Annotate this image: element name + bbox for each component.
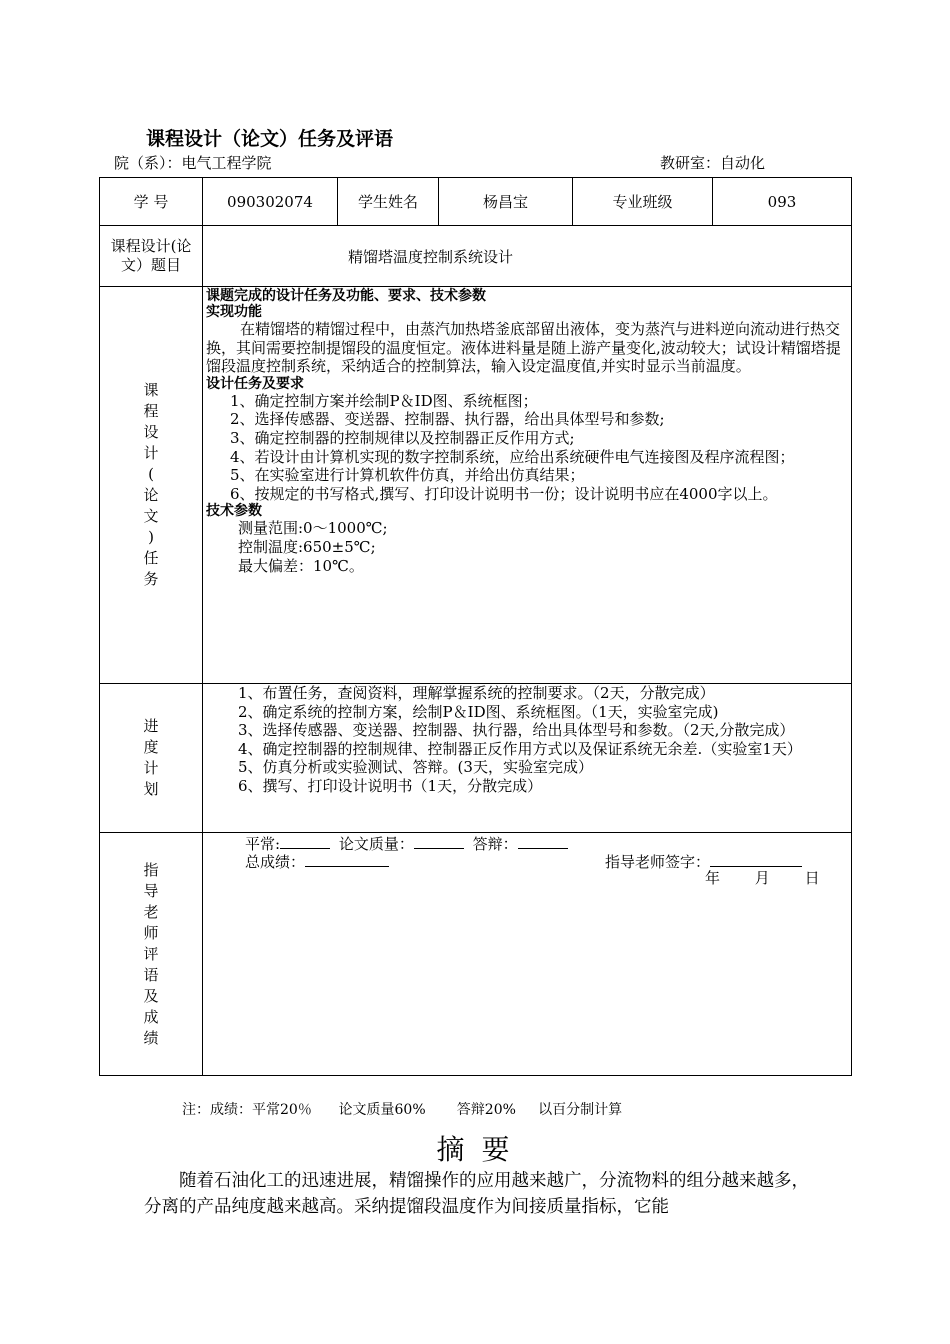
requirements-heading: 设计任务及要求 [206,375,304,392]
function-heading: 实现功能 [206,304,262,320]
requirement-item: 4、若设计由计算机实现的数字控制系统，应给出系统硬件电气连接图及程序流程图； [230,447,795,466]
schedule-item: 3、选择传感器、变送器、控制器、执行器，给出具体型号和参数。（2天,分散完成） [238,721,795,740]
total-grade-blank[interactable] [305,852,389,867]
requirement-item: 5、在实验室进行计算机软件仿真，并给出仿真结果； [230,466,585,485]
signature-blank[interactable] [710,852,802,867]
parameter-item: 控制温度:650±5℃; [238,537,376,556]
comment-label: 指 导 老 师 评 语 及 成 绩 [100,833,203,1076]
requirement-item: 1、确定控制方案并绘制P＆ID图、系统框图； [230,391,538,410]
department-label: 院（系）：电气工程学院 [114,154,272,172]
parameter-item: 测量范围:0～1000℃; [238,519,388,538]
parameters-heading: 技术参数 [206,503,262,520]
function-text: 在精馏塔的精馏过程中，由蒸汽加热塔釜底部留出液体，变为蒸汽与进料逆向流动进行热交换，其间需要控制提馏段的温度恒定。液体进料量是随上游产量变化,波动较大；试设计精馏塔提馏段温度控制系统，采纳适合的控制算法，输入设定温度值,并实时显示当前温度。 [206,320,841,376]
abstract-body: 随着石油化工的迅速进展，精馏操作的应用越来越广，分流物料的组分越来越多，分离的产品纯度越来越高。采纳提馏段温度作为间接质量指标，它能 [144,1171,809,1217]
schedule-item: 4、确定控制器的控制规律、控制器正反作用方式以及保证系统无余差.（实验室1天） [238,739,802,758]
schedule-label: 进 度 计 划 [100,684,203,833]
regular-grade-blank[interactable] [280,834,330,849]
topic-label: 课程设计(论文）题目 [100,226,203,287]
regular-grade-label: 平常: [245,835,281,853]
year-label: 年 [705,869,721,887]
requirement-item: 6、按规定的书写格式,撰写、打印设计说明书一份；设计说明书应在4000字以上。 [230,484,778,503]
student-name-label: 学生姓名 [338,178,439,226]
day-label: 日 [804,869,820,887]
task-heading: 课题完成的设计任务及功能、要求、技术参数 [206,288,486,304]
student-name-value: 杨昌宝 [439,178,573,226]
task-content [203,287,852,684]
date-line [705,867,820,888]
month-label: 月 [754,869,770,887]
grading-note: 注：成绩：平常20％ 论文质量60% 答辩20% 以百分制计算 [182,1102,623,1118]
schedule-item: 5、仿真分析或实验测试、答辩。(3天，实验室完成） [238,758,593,777]
requirement-item: 2、选择传感器、变送器、控制器、执行器，给出具体型号和参数; [230,410,665,429]
parameter-item: 最大偏差：10℃。 [238,556,364,575]
schedule-item: 6、撰写、打印设计说明书（1天，分散完成） [238,776,543,795]
defense-grade-blank[interactable] [518,834,568,849]
task-row [100,287,852,684]
total-grade-line [245,851,389,872]
class-value: 093 [713,178,852,226]
schedule-row [100,684,852,833]
grade-area [203,833,852,1076]
signature-label: 指导老师签字： [605,853,711,871]
task-label: 课 程 设 计 ( 论 文 ) 任 务 [100,287,203,684]
task-form-table [99,177,852,1076]
topic-row [100,226,852,287]
class-label: 专业班级 [573,178,713,226]
office-label: 教研室：自动化 [660,154,766,172]
schedule-content [203,684,852,833]
page-title: 课程设计（论文）任务及评语 [146,128,394,150]
requirement-item: 3、确定控制器的控制规律以及控制器正反作用方式; [230,428,575,447]
paper-grade-blank[interactable] [414,834,464,849]
student-info-row [100,178,852,226]
schedule-item: 1、布置任务，查阅资料，理解掌握系统的控制要求。（2天，分散完成） [238,684,715,702]
schedule-item: 2、确定系统的控制方案，绘制P＆ID图、系统框图。（1天，实验室完成) [238,702,719,721]
total-grade-label: 总成绩： [245,853,306,871]
defense-grade-label: 答辩： [472,835,518,853]
paper-grade-label: 论文质量： [338,835,414,853]
student-id-value: 090302074 [203,178,338,226]
comment-row [100,833,852,1076]
topic-value: 精馏塔温度控制系统设计 [203,226,852,287]
abstract-title: 摘 要 [436,1133,514,1166]
student-id-label: 学 号 [100,178,203,226]
